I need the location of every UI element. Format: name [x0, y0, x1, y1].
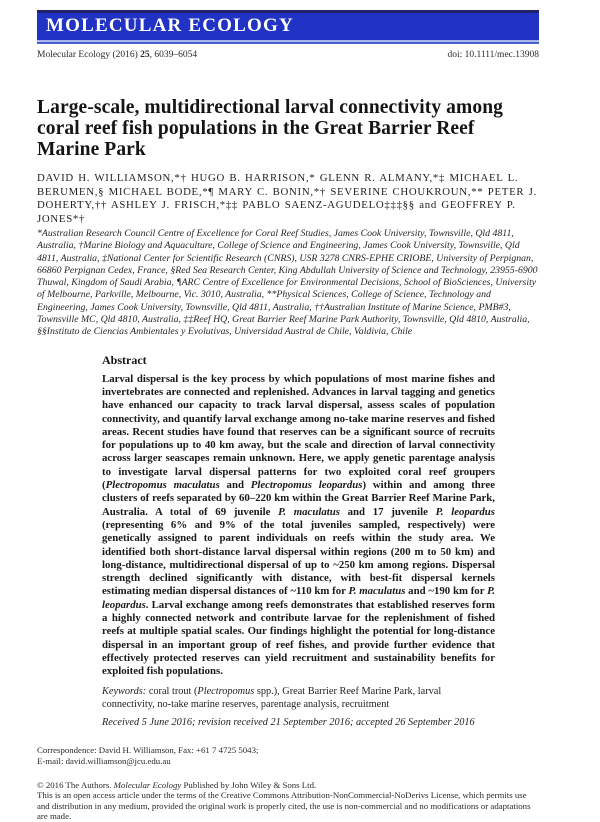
- correspondence-email: E-mail: david.williamson@jcu.edu.au: [37, 756, 171, 766]
- keywords-line: Keywords: coral trout (Plectropomus spp.), Great Barrier Reef Marine Park, larval connectivity, no-take marine reserves, parentage analysis, recruitment: [102, 685, 442, 710]
- correspondence-line: Correspondence: David H. Williamson, Fax: +61 7 4725 5043;: [37, 744, 259, 755]
- received-dates-line: Received 5 June 2016; revision received 21 September 2016; accepted 26 September 2016: [102, 716, 475, 728]
- authors-line: DAVID H. WILLIAMSON,*† HUGO B. HARRISON,* GLENN R. ALMANY,*‡ MICHAEL L. BERUMEN,§ MICHAEL BODE,*¶ MARY C. BONIN,*† SEVERINE CHOUKROUN,** PETER J. DOHERTY,†† ASHLEY J. FRISCH,*‡‡ PABLO SAENZ-AGUDELO‡‡‡§§ and GEOFFREY P. JONES*†: [37, 172, 537, 225]
- journal-page: [37, 0, 539, 822]
- abstract-section: [102, 353, 495, 728]
- affiliations: *Australian Research Council Centre of Excellence for Coral Reef Studies, James Cook University, Townsville, Qld 4811, Australia, †Marine Biology and Aquaculture, College of Science and Engineering, James Cook University, Townsville, Qld 4811, Australia, ‡National Center for Scientific Research (CNRS), USR 3278 CNRS-EPHE CRIOBE, University of Perpignan, 66860 Perpignan Cedex, France, §Red Sea Research Center, King Abdullah University of Science and Technology, 23955-6900 Thuwal, Kingdom of Saudi Arabia, ¶ARC Centre of Excellence for Environmental Decisions, School of BioSciences, University of Melbourne, Parkville, Melbourne, Vic. 3010, Australia, **Physical Sciences, College of Science, Technology and Engineering, James Cook University, Townsville, Qld 4811, Australia, ††Australian Institute of Marine Science, PMB#3, Townsville MC, Qld 4810, Australia, ‡‡Reef HQ, Great Barrier Reef Marine Park Authority, Townsville, Qld 4810, Australia, §§Instituto de Ciencias Ambientales y Evolutivas, Universidad Austral de Chile, Valdivia, Chile: [37, 228, 538, 338]
- copyright-line: © 2016 The Authors. Molecular Ecology Published by John Wiley & Sons Ltd.: [37, 779, 317, 790]
- citation-line: [37, 50, 539, 60]
- banner-bottom-rule-dark: [37, 42, 539, 44]
- abstract-heading: Abstract: [102, 352, 147, 367]
- journal-banner: [37, 10, 539, 44]
- copyright-block: [37, 780, 539, 822]
- correspondence-block: [37, 745, 539, 768]
- license-text: This is an open access article under the terms of the Creative Commons Attribution-NonCommercial-NoDerivs License, which permits use and distribution in any medium, provided the original work is properly cited, the use is non-commercial and no modifications or adaptations are made.: [37, 790, 531, 822]
- page-title: Large-scale, multidirectional larval connectivity among coral reef fish populations in the Great Barrier Reef Marine Park: [37, 97, 504, 160]
- abstract-text: Larval dispersal is the key process by which populations of most marine fishes and invertebrates are connected and replenished. Advances in larval tagging and genetics have enhanced our capacity to track larval dispersal, assess scales of population connectivity, and quantify larval exchange among no-take marine reserves and fished areas. Recent studies have found that reserves can be a significant source of recruits for populations up to 40 km away, but the scale and direction of larval connectivity across larger seascapes remain unknown. Here, we apply genetic parentage analysis to investigate larval dispersal patterns for two exploited coral reef groupers (Plectropomus maculatus and Plectropomus leopardus) within and among three clusters of reefs separated by 60–220 km within the Great Barrier Reef Marine Park, Australia. A total of 69 juvenile P. maculatus and 17 juvenile P. leopardus (representing 6% and 9% of the total juveniles sampled, respectively) were genetically assigned to parent individuals on reefs within the study area. We identified both short-distance larval dispersal within regions (200 m to 50 km) and long-distance, multidirectional dispersal of up to ~250 km among regions. Dispersal strength declined significantly with distance, with best-fit dispersal kernels estimating median dispersal distances of ~110 km for P. maculatus and ~190 km for P. leopardus. Larval exchange among reefs demonstrates that established reserves form a highly connected network and contribute larvae for the replenishment of fished reefs at multiple spatial scales. Our findings highlight the potential for long-distance dispersal in an important group of reef fishes, and provide further evidence that effectively protected reserves can yield recruitment and sustainability benefits for exploited fish populations.: [102, 372, 495, 678]
- journal-name: MOLECULAR ECOLOGY: [37, 13, 539, 40]
- doi-text: doi: 10.1111/mec.13908: [447, 50, 539, 60]
- journal-citation: Molecular Ecology (2016) 25, 6039–6054: [37, 50, 198, 60]
